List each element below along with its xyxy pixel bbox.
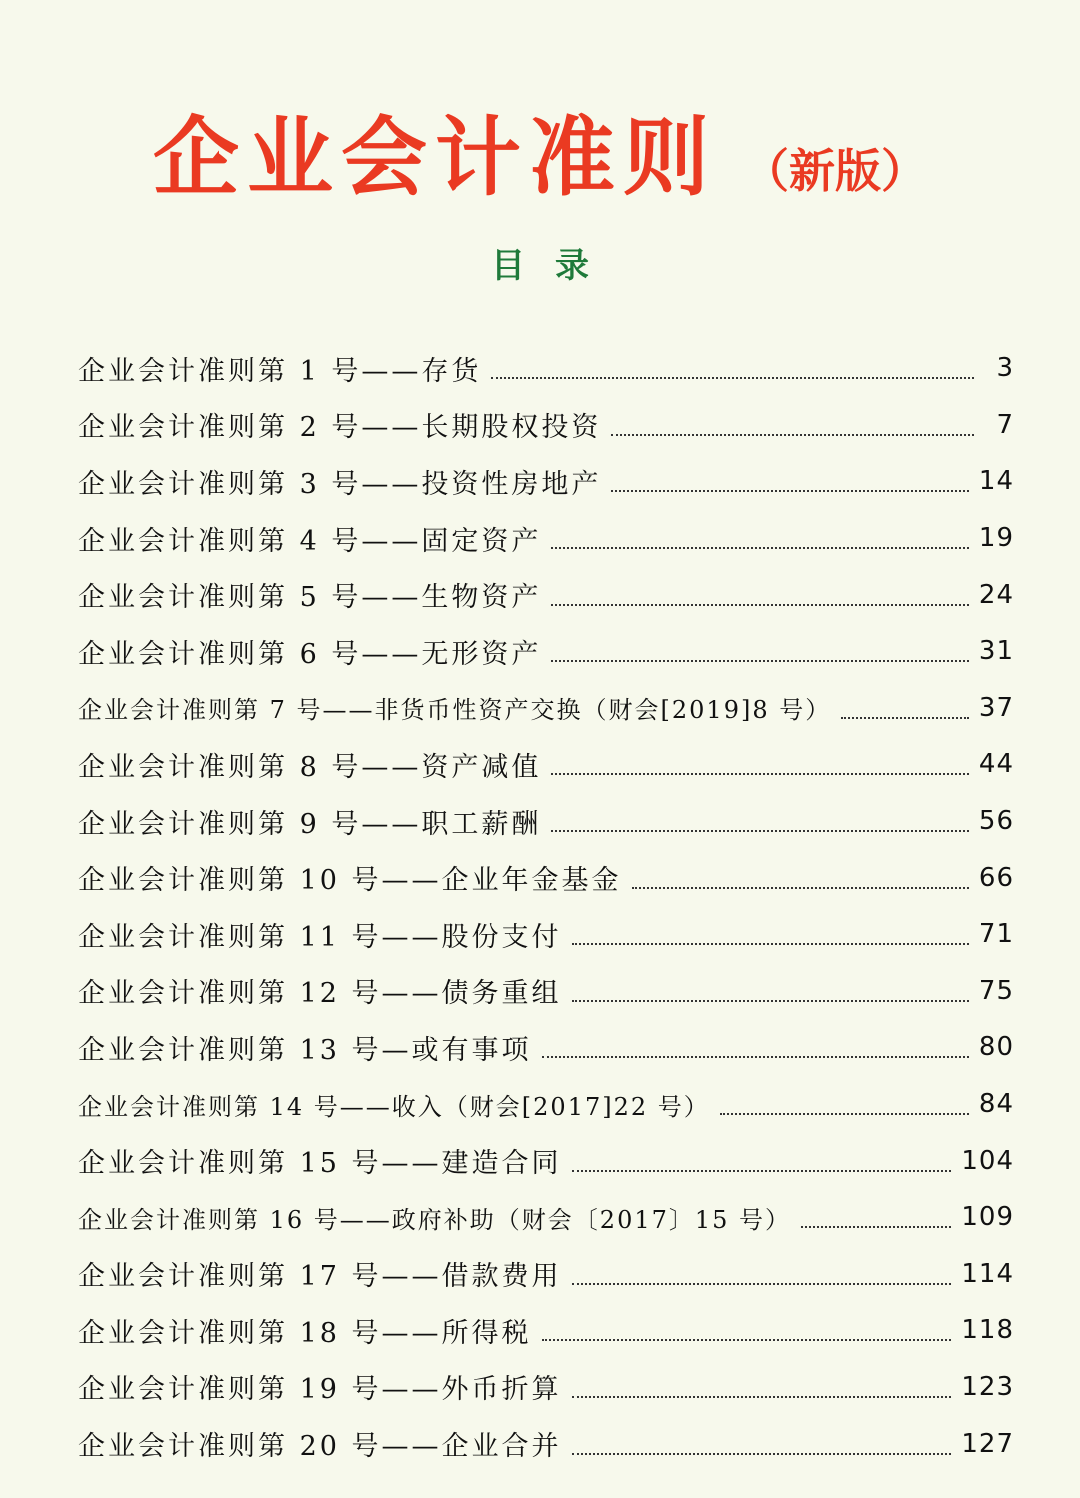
toc-entry-page: 118 <box>961 1315 1014 1346</box>
toc-entry-page: 75 <box>978 975 1014 1006</box>
toc-entry[interactable] <box>78 397 1014 454</box>
toc-entry-page: 84 <box>978 1089 1014 1120</box>
toc-dot-leader <box>551 830 969 832</box>
toc-entry-page: 127 <box>961 1428 1014 1459</box>
toc-entry[interactable] <box>78 906 1014 963</box>
page-title-suffix: （新版） <box>743 144 927 198</box>
toc-entry[interactable] <box>78 340 1014 397</box>
toc-entry-title: 企业会计准则第 7 号——非货币性资产交换（财会[2019]8 号） <box>78 696 832 725</box>
toc-entry-page: 14 <box>978 466 1014 497</box>
toc-dot-leader <box>551 660 969 662</box>
toc-entry-title: 企业会计准则第 16 号——政府补助（财会〔2017〕15 号） <box>78 1205 792 1234</box>
toc-dot-leader <box>551 547 969 549</box>
toc-entry-title: 企业会计准则第 5 号——生物资产 <box>78 582 542 614</box>
toc-dot-leader <box>572 1170 952 1172</box>
toc-dot-leader <box>491 377 974 379</box>
toc-dot-leader <box>611 434 974 436</box>
toc-entry-title: 企业会计准则第 3 号——投资性房地产 <box>78 468 602 500</box>
toc-entry-page: 3 <box>996 353 1014 384</box>
toc-entry-title: 企业会计准则第 14 号——收入（财会[2017]22 号） <box>78 1092 710 1121</box>
toc-entry[interactable] <box>78 1246 1014 1303</box>
toc-dot-leader <box>572 943 969 945</box>
toc-entry[interactable] <box>78 566 1014 623</box>
toc-entry-title: 企业会计准则第 18 号——所得税 <box>78 1317 532 1349</box>
toc-dot-leader <box>542 1056 969 1058</box>
table-of-contents <box>78 340 1014 1472</box>
toc-dot-leader <box>551 604 969 606</box>
toc-entry[interactable] <box>78 1019 1014 1076</box>
toc-entry-page: 71 <box>978 919 1014 950</box>
toc-entry[interactable] <box>78 849 1014 906</box>
toc-entry-page: 37 <box>978 692 1014 723</box>
toc-entry-page: 44 <box>978 749 1014 780</box>
toc-entry-page: 66 <box>978 862 1014 893</box>
toc-entry[interactable] <box>78 510 1014 567</box>
toc-entry-page: 123 <box>961 1371 1014 1402</box>
toc-entry-title: 企业会计准则第 11 号——股份支付 <box>78 921 562 953</box>
toc-entry-page: 109 <box>961 1202 1014 1233</box>
toc-entry-page: 19 <box>978 523 1014 554</box>
toc-entry-page: 31 <box>978 636 1014 667</box>
toc-entry-title: 企业会计准则第 8 号——资产减值 <box>78 751 542 783</box>
toc-entry-page: 80 <box>978 1032 1014 1063</box>
toc-entry[interactable] <box>78 1302 1014 1359</box>
toc-entry-title: 企业会计准则第 9 号——职工薪酬 <box>78 808 542 840</box>
toc-entry-page: 56 <box>978 806 1014 837</box>
toc-heading: 目录 <box>491 246 619 286</box>
toc-entry-page: 114 <box>961 1258 1014 1289</box>
toc-entry-title: 企业会计准则第 13 号—或有事项 <box>78 1034 532 1066</box>
toc-entry-page: 24 <box>978 579 1014 610</box>
toc-entry-title: 企业会计准则第 2 号——长期股权投资 <box>78 412 602 444</box>
toc-entry-title: 企业会计准则第 12 号——债务重组 <box>78 978 562 1010</box>
toc-dot-leader <box>572 1396 952 1398</box>
toc-entry[interactable] <box>78 963 1014 1020</box>
toc-dot-leader <box>572 1453 952 1455</box>
toc-entry-title: 企业会计准则第 17 号——借款费用 <box>78 1261 562 1293</box>
toc-entry[interactable] <box>78 623 1014 680</box>
toc-entry-title: 企业会计准则第 15 号——建造合同 <box>78 1148 562 1180</box>
toc-entry[interactable] <box>78 1359 1014 1416</box>
toc-entry[interactable] <box>78 1189 1014 1246</box>
toc-dot-leader <box>572 1000 969 1002</box>
toc-entry[interactable] <box>78 793 1014 850</box>
toc-entry[interactable] <box>78 1132 1014 1189</box>
toc-entry[interactable] <box>78 1415 1014 1472</box>
toc-dot-leader <box>632 887 969 889</box>
title-row <box>0 88 1080 208</box>
toc-entry-title: 企业会计准则第 1 号——存货 <box>78 355 482 387</box>
toc-entry-title: 企业会计准则第 20 号——企业合并 <box>78 1431 562 1463</box>
toc-entry[interactable] <box>78 736 1014 793</box>
page-title: 企业会计准则 <box>153 107 717 208</box>
toc-dot-leader <box>542 1339 952 1341</box>
toc-dot-leader <box>801 1226 951 1228</box>
toc-dot-leader <box>551 773 969 775</box>
toc-entry[interactable] <box>78 1076 1014 1133</box>
toc-entry-title: 企业会计准则第 4 号——固定资产 <box>78 525 542 557</box>
toc-dot-leader <box>611 490 969 492</box>
toc-dot-leader <box>572 1283 952 1285</box>
toc-entry-title: 企业会计准则第 10 号——企业年金基金 <box>78 865 622 897</box>
toc-dot-leader <box>720 1113 969 1115</box>
toc-entry-title: 企业会计准则第 19 号——外币折算 <box>78 1374 562 1406</box>
toc-dot-leader <box>841 717 969 719</box>
toc-entry-page: 104 <box>961 1145 1014 1176</box>
toc-entry-page: 7 <box>996 409 1014 440</box>
toc-entry[interactable] <box>78 453 1014 510</box>
toc-entry-title: 企业会计准则第 6 号——无形资产 <box>78 638 542 670</box>
toc-entry[interactable] <box>78 680 1014 737</box>
